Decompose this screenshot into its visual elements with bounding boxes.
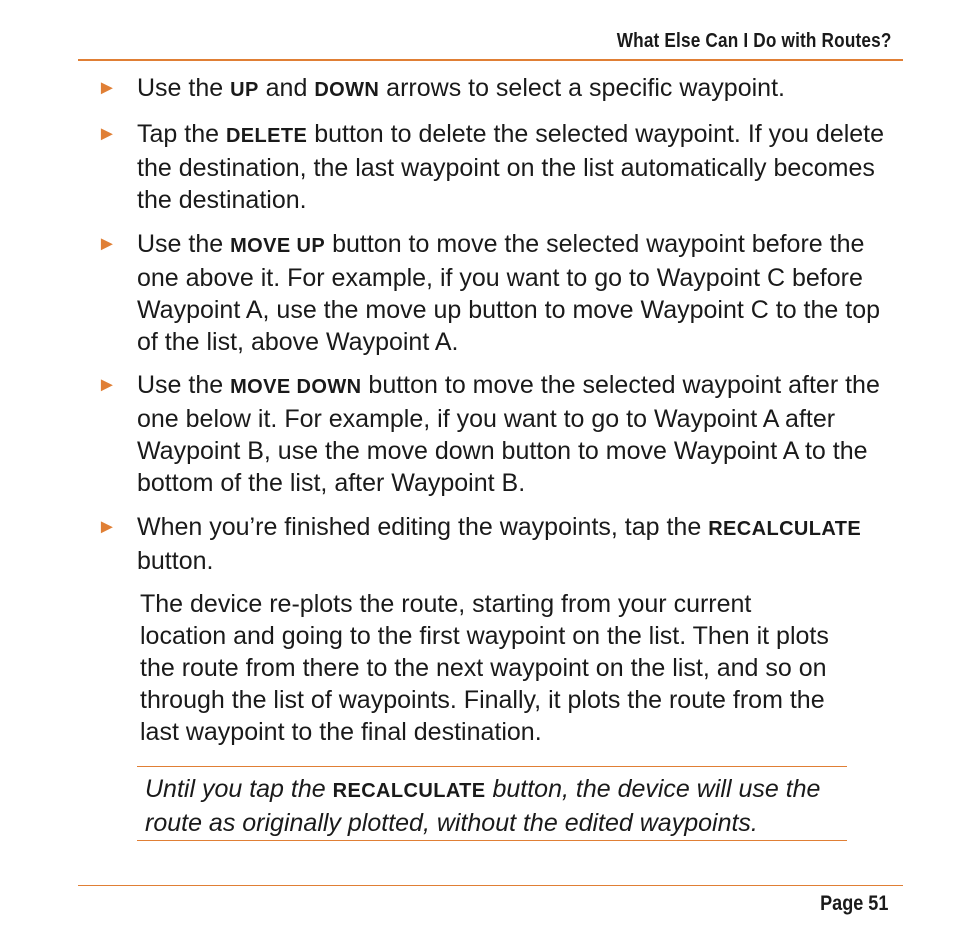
bullet-item-3 bbox=[97, 228, 897, 358]
bullet-text: and bbox=[258, 74, 315, 102]
triangle-right-icon: ► bbox=[97, 516, 117, 538]
bullet-text: button to move the selected waypoint before the one above it. For example, if you want to go to Waypoint C before Waypoint A, use the move up button to move Waypoint C to the top of the list, above Waypoint A. bbox=[137, 230, 881, 356]
page-header-title: What Else Can I Do with Routes? bbox=[617, 30, 892, 52]
bullet-text: When you’re finished editing the waypoints, tap the bbox=[137, 513, 709, 541]
bullet-text: Use the bbox=[137, 230, 231, 258]
triangle-right-icon: ► bbox=[97, 233, 117, 255]
bullet-text: button to move the selected waypoint after the one below it. For example, if you want to go to Waypoint A after Waypoint B, use the move down button to move Waypoint A to the bottom of the list, after Waypoint B. bbox=[137, 371, 880, 497]
note-text bbox=[145, 773, 845, 839]
note-text-part: button, the device will use the route as originally plotted, without the edited waypoints. bbox=[145, 775, 821, 837]
bullet-text: Use the bbox=[137, 74, 231, 102]
bullet-item-5 bbox=[97, 511, 897, 577]
triangle-right-icon: ► bbox=[97, 123, 117, 145]
up-button-ref: UP bbox=[230, 79, 259, 101]
bullet-item-4 bbox=[97, 369, 897, 499]
bullet-text: button to delete the selected waypoint. If you delete the destination, the last waypoint on the list automatically becomes the destination. bbox=[137, 120, 885, 214]
bullet-text: Tap the bbox=[137, 120, 226, 148]
bullet-text: button. bbox=[137, 547, 214, 575]
recalculate-button-ref: RECALCULATE bbox=[332, 780, 486, 802]
note-box bbox=[137, 766, 847, 841]
header-divider bbox=[78, 59, 903, 61]
triangle-right-icon: ► bbox=[97, 374, 117, 396]
move-down-button-ref: MOVE DOWN bbox=[230, 376, 362, 398]
note-text-part: Until you tap the bbox=[145, 775, 333, 803]
delete-button-ref: DELETE bbox=[225, 125, 308, 147]
bullet-text: arrows to select a specific waypoint. bbox=[379, 74, 785, 102]
recalculate-button-ref: RECALCULATE bbox=[708, 518, 862, 540]
move-up-button-ref: MOVE UP bbox=[230, 235, 326, 257]
down-button-ref: DOWN bbox=[314, 79, 380, 101]
triangle-right-icon: ► bbox=[97, 77, 117, 99]
bullet-item-2 bbox=[97, 118, 897, 216]
bullet-text: Use the bbox=[137, 371, 231, 399]
page-number: Page 51 bbox=[819, 892, 888, 915]
explanation-paragraph: The device re-plots the route, starting from your current location and going to the first waypoint on the list. Then it plots the route from there to the next waypoint on the list, and so on through the list of waypoints. Finally, it plots the route from the last waypoint to the final destination. bbox=[140, 590, 829, 746]
footer-divider bbox=[78, 885, 903, 886]
bullet-item-1 bbox=[97, 72, 897, 106]
